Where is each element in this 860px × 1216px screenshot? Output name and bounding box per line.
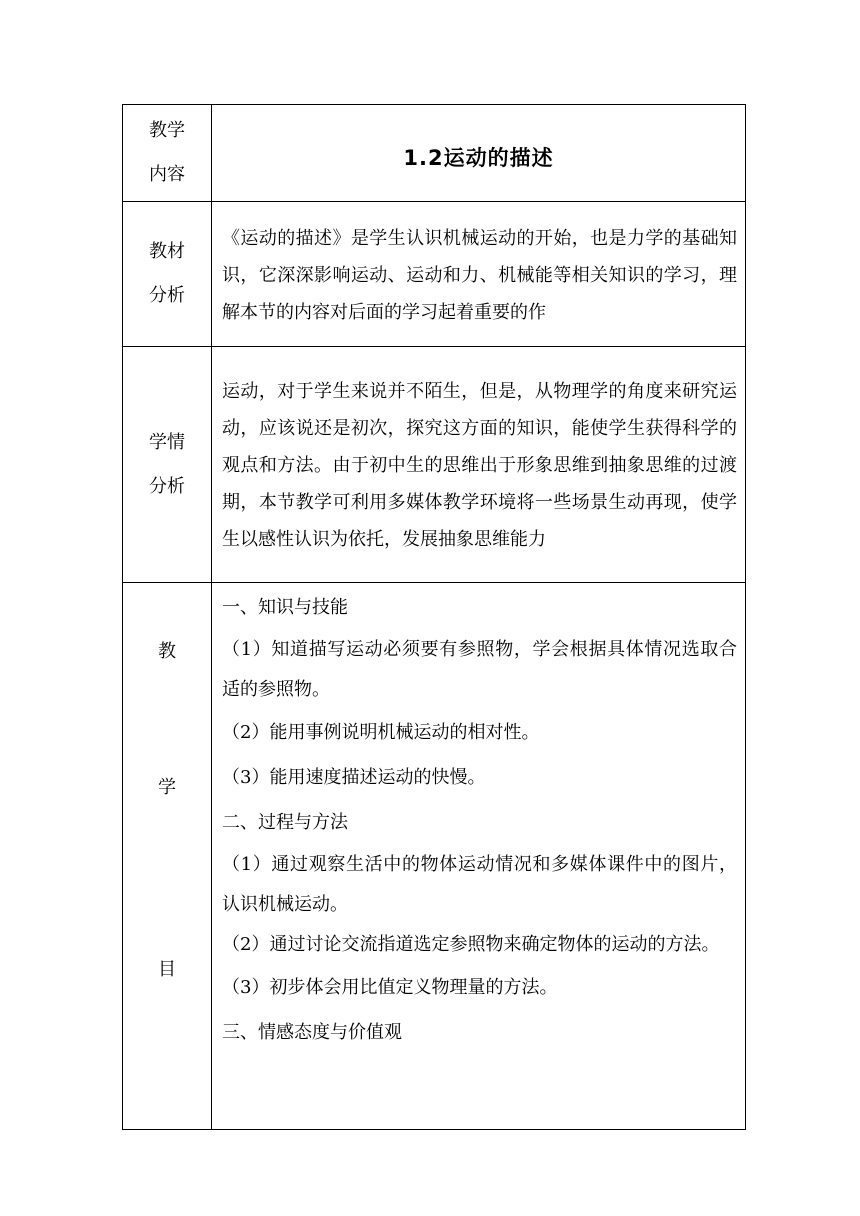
goal-item: （2）通过讨论交流指道选定参照物来确定物体的运动的方法。 xyxy=(222,934,720,955)
table-row-textbook-analysis xyxy=(123,202,746,347)
lesson-plan-table xyxy=(122,104,746,1130)
student-analysis-text xyxy=(212,347,746,583)
goals-label-char-3: 目 xyxy=(158,959,176,980)
students-label-cell xyxy=(123,347,212,583)
teaching-goals-text xyxy=(212,583,746,1130)
topic-label-cell xyxy=(123,105,212,202)
goals-label-char-2: 学 xyxy=(158,777,176,798)
textbook-label-cell xyxy=(123,202,212,347)
textbook-label-line-2: 分析 xyxy=(149,285,185,306)
goal-heading-process: 二、过程与方法 xyxy=(222,812,348,833)
student-analysis-paragraph: 运动，对于学生来说并不陌生，但是，从物理学的角度来研究运动，应该说还是初次，探究这方面的知识，能使学生获得科学的观点和方法。由于初中生的思维出于形象思维到抽象思维的过渡期，本节教学可利用多媒体教学环境将一些场景生动再现，使学生以感性认识为依托，发展抽象思维能力 xyxy=(222,381,737,550)
goal-item: （3）能用速度描述运动的快慢。 xyxy=(222,767,486,788)
textbook-label-line-1: 教材 xyxy=(149,241,185,262)
table-row-teaching-goals xyxy=(123,583,746,1130)
goal-item: （2）能用事例说明机械运动的相对性。 xyxy=(222,722,540,743)
goal-heading-attitude: 三、情感态度与价值观 xyxy=(222,1022,402,1043)
textbook-analysis-text xyxy=(212,202,746,347)
lesson-title: 1.2运动的描述 xyxy=(212,105,746,202)
topic-label-line-1: 教学 xyxy=(149,120,185,141)
topic-label-line-2: 内容 xyxy=(149,164,185,185)
goal-item: （1）知道描写运动必须要有参照物，学会根据具体情况选取合适的参照物。 xyxy=(222,639,737,700)
goal-heading-knowledge: 一、知识与技能 xyxy=(222,597,348,618)
table-row-topic xyxy=(123,105,746,202)
goals-label-cell xyxy=(123,583,212,1130)
students-label-line-2: 分析 xyxy=(149,475,185,497)
goal-item: （1）通过观察生活中的物体运动情况和多媒体课件中的图片，认识机械运动。 xyxy=(222,854,737,915)
table-row-student-analysis xyxy=(123,347,746,583)
goal-item: （3）初步体会用比值定义物理量的方法。 xyxy=(222,977,558,998)
textbook-analysis-paragraph: 《运动的描述》是学生认识机械运动的开始，也是力学的基础知识，它深深影响运动、运动和力、机械能等相关知识的学习，理解本节的内容对后面的学习起着重要的作 xyxy=(222,227,737,323)
students-label-line-1: 学情 xyxy=(149,431,185,453)
goals-label-char-1: 教 xyxy=(158,641,176,662)
